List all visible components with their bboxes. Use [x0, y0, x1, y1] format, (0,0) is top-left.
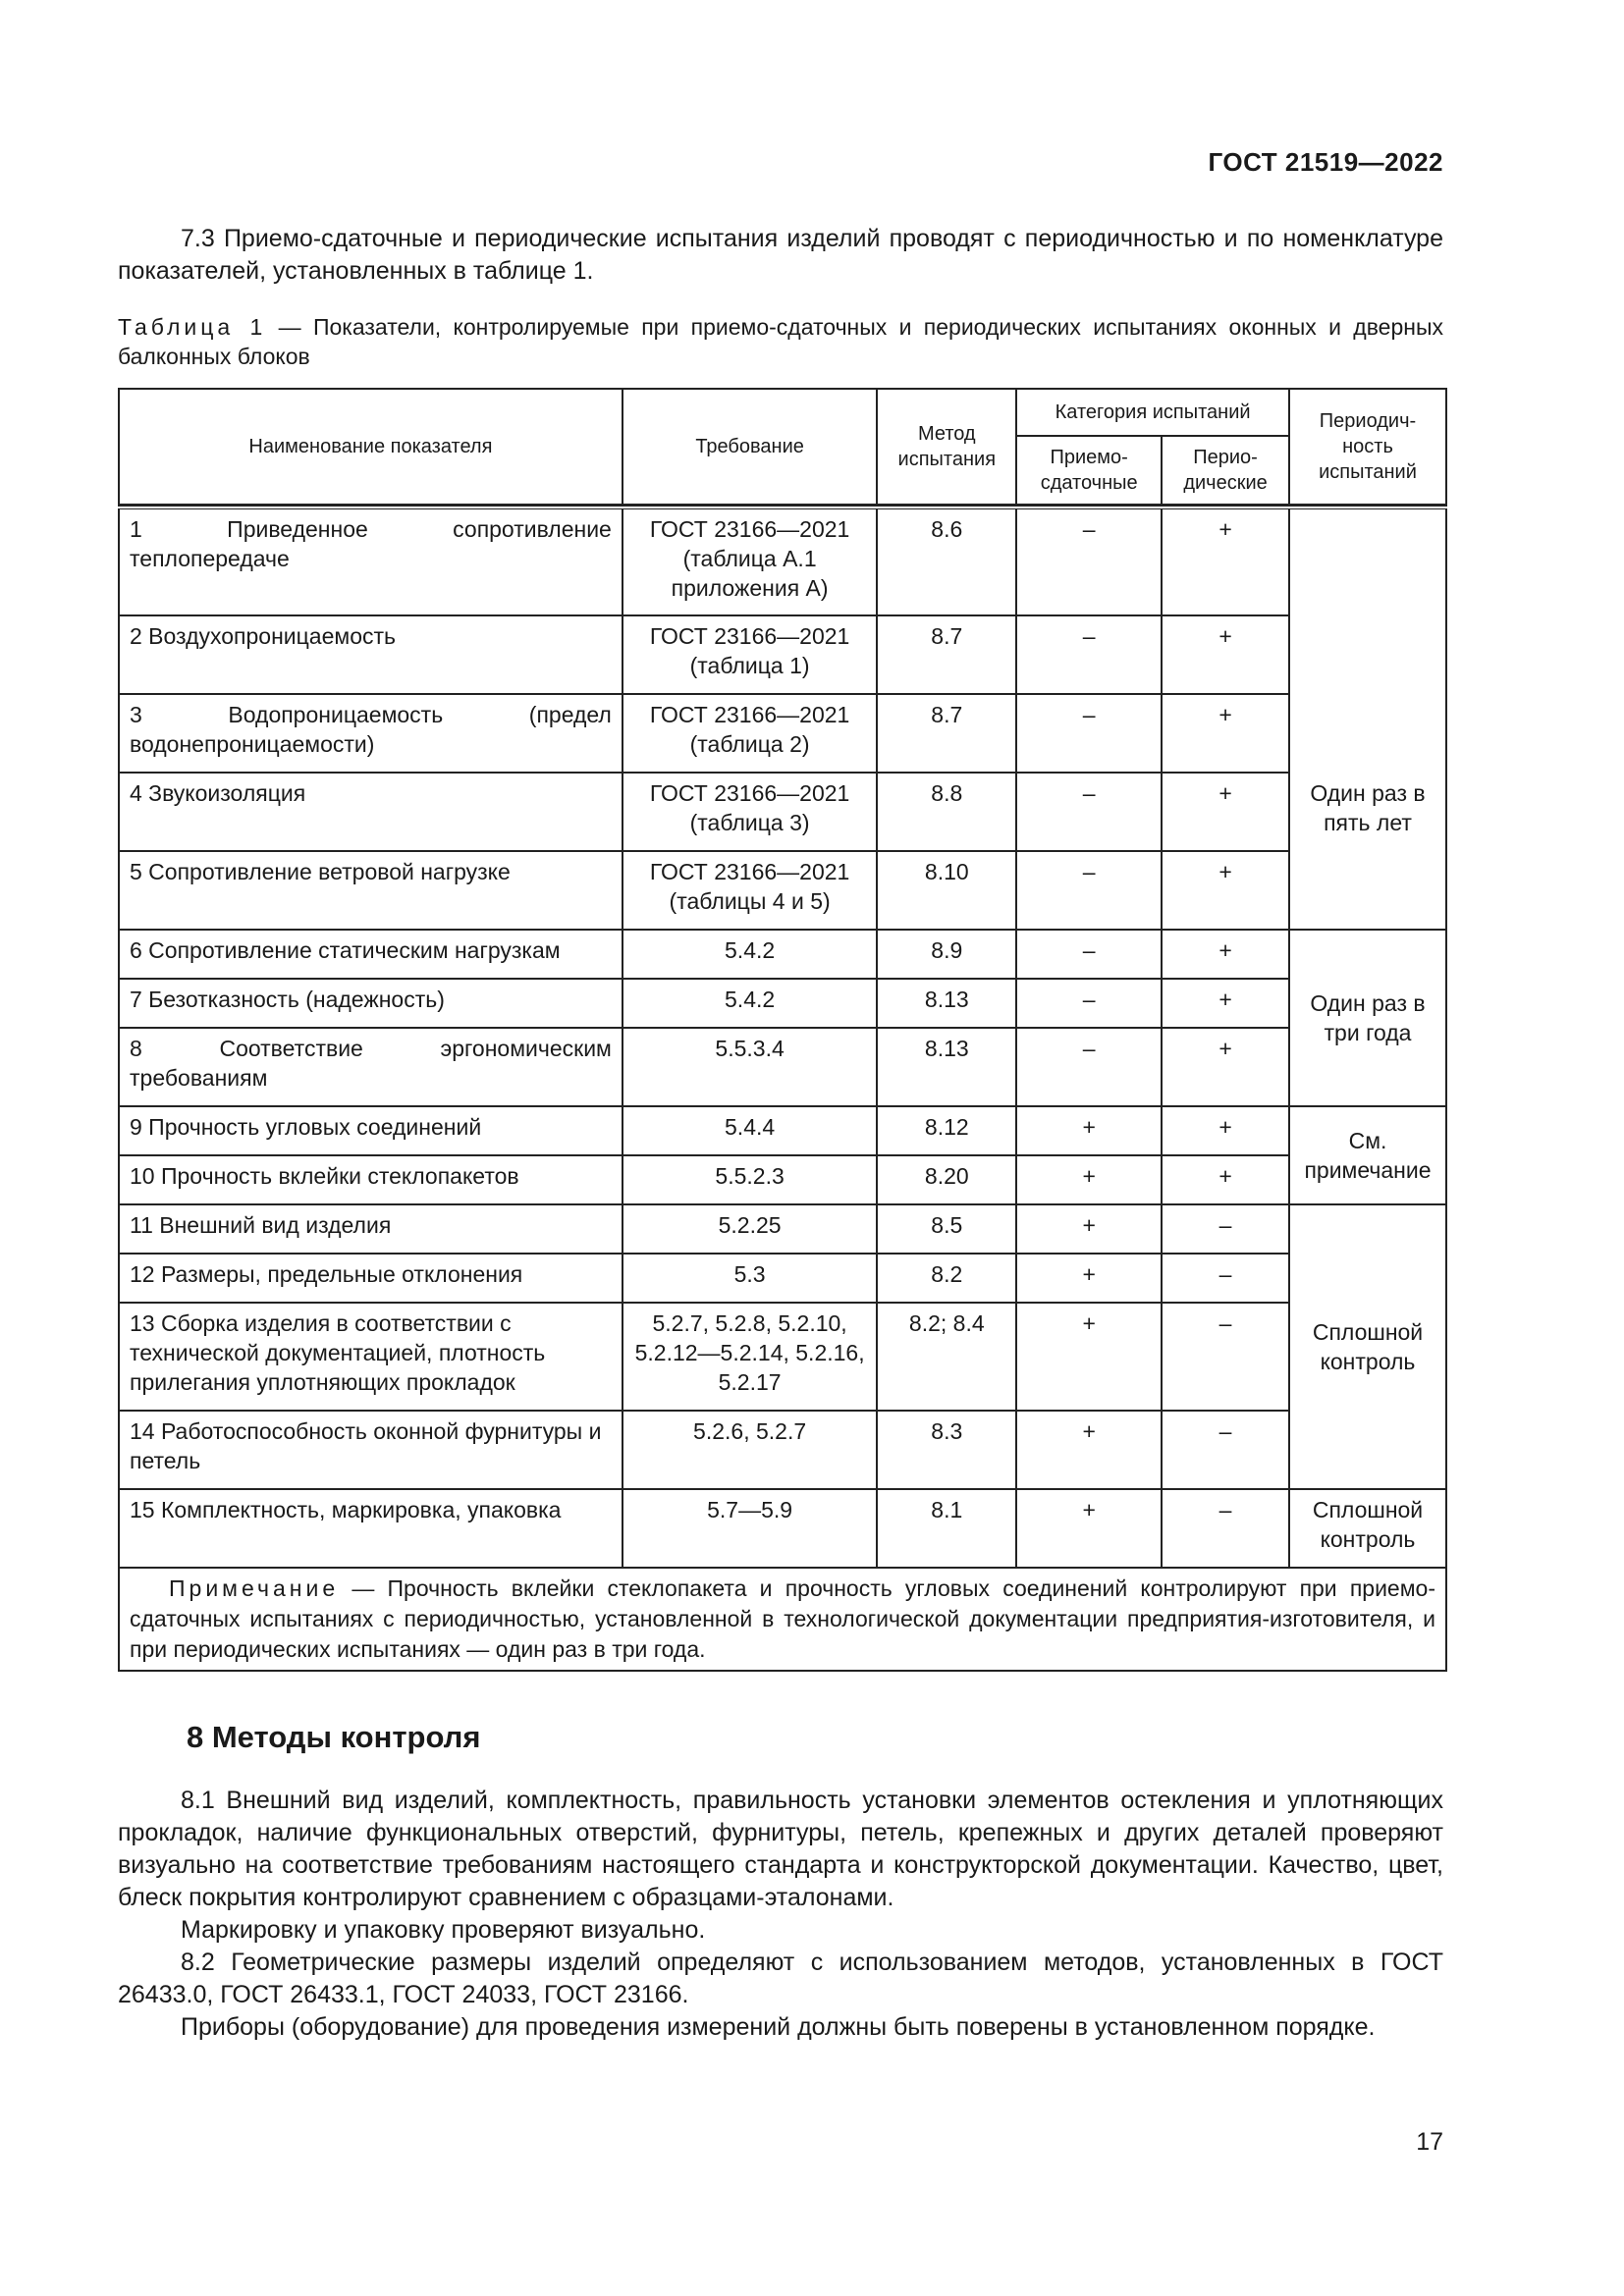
- header-name: Наименование показателя: [119, 389, 623, 505]
- table-row: [119, 1106, 1446, 1155]
- row-acceptance: –: [1016, 615, 1162, 694]
- row-periodic: +: [1162, 694, 1289, 773]
- row-requirement: 5.5.3.4: [623, 1028, 877, 1106]
- row-requirement: ГОСТ 23166—2021 (таблица 2): [623, 694, 877, 773]
- table-row: [119, 507, 1446, 615]
- section-paragraph: Приборы (оборудование) для проведения измерений должны быть поверены в установленном порядке.: [181, 2013, 1376, 2041]
- row-name: 10 Прочность вклейки стеклопакетов: [119, 1155, 623, 1204]
- table-note: [119, 1568, 1446, 1671]
- row-requirement: 5.4.4: [623, 1106, 877, 1155]
- row-periodic: –: [1162, 1303, 1289, 1411]
- row-periodic: +: [1162, 773, 1289, 851]
- header-requirement: Требование: [623, 389, 877, 505]
- row-periodic: +: [1162, 1028, 1289, 1106]
- row-name: 9 Прочность угловых соединений: [119, 1106, 623, 1155]
- row-requirement: 5.2.25: [623, 1204, 877, 1254]
- table-row: [119, 1303, 1446, 1411]
- row-requirement: ГОСТ 23166—2021 (таблица 1): [623, 615, 877, 694]
- row-method: 8.1: [877, 1489, 1016, 1568]
- row-periodic: –: [1162, 1489, 1289, 1568]
- table-row: [119, 930, 1446, 979]
- table-note-label: Примечание: [169, 1575, 340, 1601]
- row-requirement: 5.3: [623, 1254, 877, 1303]
- row-name: 5 Сопротивление ветровой нагрузке: [119, 851, 623, 930]
- row-name: 14 Работоспособность оконной фурнитуры и петель: [119, 1411, 623, 1489]
- section-paragraph: 8.1 Внешний вид изделий, комплектность, правильность установки элементов остекления и уплотняющих прокладок, наличие функциональных отверстий, фурнитуры, петель, крепежных и других деталей проверяют визуально на соответствие требованиям настоящего стандарта и конструкторской документации. Качество, цвет, блеск покрытия контролируют сравнением с образцами-эталонами.: [118, 1787, 1443, 1911]
- row-name: 2 Воздухопроницаемость: [119, 615, 623, 694]
- row-acceptance: +: [1016, 1204, 1162, 1254]
- section-paragraph: 8.2 Геометрические размеры изделий определяют с использованием методов, установленных в ГОСТ 26433.0, ГОСТ 26433.1, ГОСТ 24033, ГОСТ 23166.: [118, 1949, 1443, 2008]
- row-acceptance: –: [1016, 1028, 1162, 1106]
- row-periodic: –: [1162, 1204, 1289, 1254]
- row-requirement: 5.4.2: [623, 930, 877, 979]
- section-heading: 8 Методы контроля: [187, 1720, 481, 1754]
- row-method: 8.8: [877, 773, 1016, 851]
- row-requirement: ГОСТ 23166—2021 (таблица 3): [623, 773, 877, 851]
- table-row: [119, 1155, 1446, 1204]
- table-row: [119, 1204, 1446, 1254]
- row-method: 8.2: [877, 1254, 1016, 1303]
- row-acceptance: –: [1016, 930, 1162, 979]
- section-paragraph: Маркировку и упаковку проверяют визуально.: [181, 1916, 706, 1944]
- row-acceptance: +: [1016, 1155, 1162, 1204]
- row-name: 8 Соответствие эргономическим требованиям: [119, 1028, 623, 1106]
- row-method: 8.2; 8.4: [877, 1303, 1016, 1411]
- row-requirement: 5.4.2: [623, 979, 877, 1028]
- row-periodic: –: [1162, 1411, 1289, 1489]
- row-periodic: +: [1162, 507, 1289, 615]
- row-periodic: +: [1162, 615, 1289, 694]
- row-acceptance: +: [1016, 1106, 1162, 1155]
- row-name: 12 Размеры, предельные отклонения: [119, 1254, 623, 1303]
- row-periodic: +: [1162, 1106, 1289, 1155]
- row-acceptance: –: [1016, 979, 1162, 1028]
- table-note-text: — Прочность вклейки стеклопакета и прочность угловых соединений контролируют при приемо-сдаточных испытаниях с периодичностью, установленной в технологической документации предприятия-изготовителя, и при периодических испытаниях — один раз в три года.: [130, 1575, 1435, 1662]
- row-name: 7 Безотказность (надежность): [119, 979, 623, 1028]
- header-category: Категория испытаний: [1016, 389, 1289, 436]
- row-acceptance: –: [1016, 773, 1162, 851]
- header-periodicity: Периодич-ность испытаний: [1289, 389, 1446, 505]
- table-caption-label: Таблица 1: [118, 314, 267, 340]
- table-row: [119, 615, 1446, 694]
- row-name: 13 Сборка изделия в соответствии с технической документацией, плотность прилегания уплотняющих прокладок: [119, 1303, 623, 1411]
- table-row: [119, 1028, 1446, 1106]
- row-acceptance: +: [1016, 1411, 1162, 1489]
- row-requirement: 5.7—5.9: [623, 1489, 877, 1568]
- row-requirement: 5.2.6, 5.2.7: [623, 1411, 877, 1489]
- periodicity-group: Сплошной контроль: [1289, 1489, 1446, 1568]
- header-periodic: Перио-дические: [1162, 436, 1289, 505]
- periodicity-group: См. примечание: [1289, 1106, 1446, 1204]
- row-requirement: ГОСТ 23166—2021 (таблица А.1 приложения А): [623, 507, 877, 615]
- table-caption: [118, 312, 1443, 371]
- row-periodic: +: [1162, 851, 1289, 930]
- row-name: 1 Приведенное сопротивление теплопередаче: [119, 507, 623, 615]
- header-method: Метод испытания: [877, 389, 1016, 505]
- row-acceptance: +: [1016, 1254, 1162, 1303]
- row-name: 11 Внешний вид изделия: [119, 1204, 623, 1254]
- row-acceptance: –: [1016, 507, 1162, 615]
- row-periodic: –: [1162, 1254, 1289, 1303]
- row-name: 15 Комплектность, маркировка, упаковка: [119, 1489, 623, 1568]
- row-name: 3 Водопроницаемость (предел водонепроницаемости): [119, 694, 623, 773]
- row-method: 8.20: [877, 1155, 1016, 1204]
- row-method: 8.9: [877, 930, 1016, 979]
- row-periodic: +: [1162, 979, 1289, 1028]
- table-row: [119, 1489, 1446, 1568]
- row-requirement: ГОСТ 23166—2021 (таблицы 4 и 5): [623, 851, 877, 930]
- indicators-table: [118, 388, 1447, 1672]
- intro-paragraph: 7.3 Приемо-сдаточные и периодические испытания изделий проводят с периодичностью и по номенклатуре показателей, установленных в таблице 1.: [118, 225, 1443, 285]
- periodicity-group: Один раз в три года: [1289, 930, 1446, 1106]
- row-method: 8.3: [877, 1411, 1016, 1489]
- row-acceptance: –: [1016, 694, 1162, 773]
- row-method: 8.6: [877, 507, 1016, 615]
- row-name: 4 Звукоизоляция: [119, 773, 623, 851]
- header-acceptance: Приемо-сдаточные: [1016, 436, 1162, 505]
- page-number: 17: [1416, 2128, 1443, 2156]
- row-acceptance: +: [1016, 1303, 1162, 1411]
- row-requirement: 5.5.2.3: [623, 1155, 877, 1204]
- table-row: [119, 979, 1446, 1028]
- table-row: [119, 851, 1446, 930]
- table-row: [119, 1411, 1446, 1489]
- table-row: [119, 773, 1446, 851]
- document-code: ГОСТ 21519—2022: [1208, 147, 1443, 177]
- row-acceptance: –: [1016, 851, 1162, 930]
- row-method: 8.13: [877, 979, 1016, 1028]
- periodicity-group: Один раз в пять лет: [1289, 507, 1446, 930]
- row-method: 8.7: [877, 615, 1016, 694]
- table-caption-text: — Показатели, контролируемые при приемо-сдаточных и периодических испытаниях оконных и дверных балконных блоков: [118, 314, 1444, 369]
- row-method: 8.10: [877, 851, 1016, 930]
- row-method: 8.13: [877, 1028, 1016, 1106]
- periodicity-group: Сплошной контроль: [1289, 1204, 1446, 1489]
- row-method: 8.12: [877, 1106, 1016, 1155]
- table-row: [119, 1254, 1446, 1303]
- row-acceptance: +: [1016, 1489, 1162, 1568]
- row-periodic: +: [1162, 930, 1289, 979]
- table-row: [119, 694, 1446, 773]
- row-method: 8.5: [877, 1204, 1016, 1254]
- row-method: 8.7: [877, 694, 1016, 773]
- row-name: 6 Сопротивление статическим нагрузкам: [119, 930, 623, 979]
- row-requirement: 5.2.7, 5.2.8, 5.2.10, 5.2.12—5.2.14, 5.2.16, 5.2.17: [623, 1303, 877, 1411]
- row-periodic: +: [1162, 1155, 1289, 1204]
